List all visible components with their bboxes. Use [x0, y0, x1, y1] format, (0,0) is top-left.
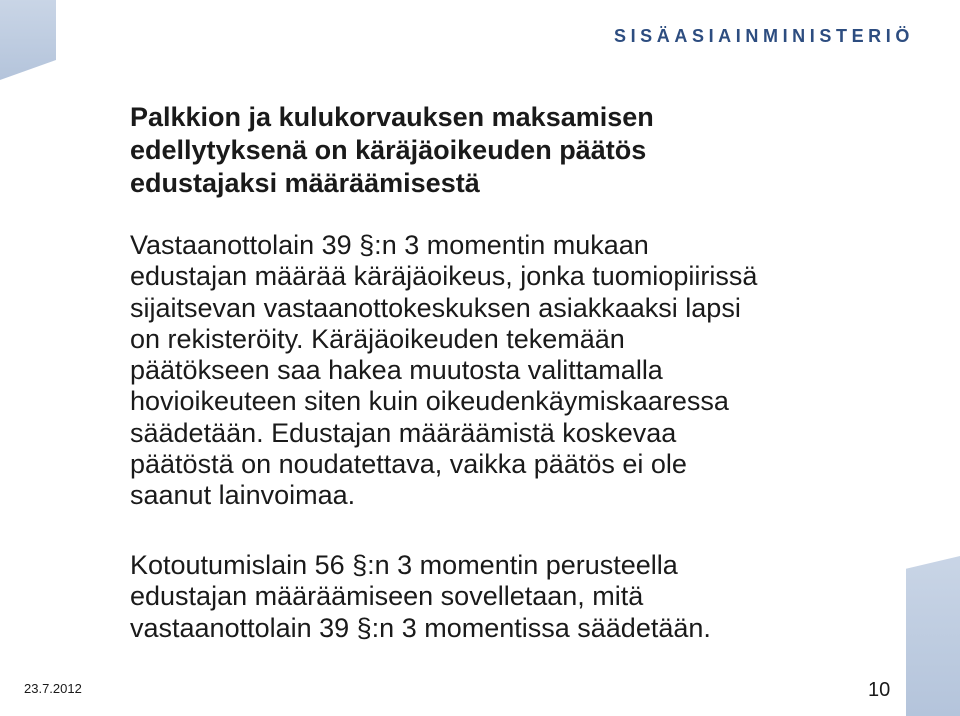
title-line: edustajaksi määräämisestä [130, 168, 480, 198]
text-line: edustajan määräämiseen sovelletaan, mitä [130, 581, 644, 612]
text-line: Vastaanottolain 39 §:n 3 momentin mukaan [130, 230, 649, 260]
text-line: on rekisteröity. Käräjäoikeuden tekemään [130, 323, 625, 354]
text-line: sijaitsevan vastaanottokeskuksen asiakkaaksi lapsi [130, 292, 741, 323]
text-line: päätöstä on noudatettava, vaikka päätös ei ole [130, 449, 687, 480]
text-line: saanut lainvoimaa. [130, 480, 356, 511]
paragraph-kotoutumislaki [130, 550, 910, 644]
text-line: päätökseen saa hakea muutosta valittamalla [130, 355, 663, 386]
text-line: Kotoutumislain 56 §:n 3 momentin perusteella [130, 550, 678, 580]
text-line: säädetään. Edustajan määräämistä koskevaa [130, 417, 677, 448]
text-line: hovioikeuteen siten kuin oikeudenkäymiskaaressa [130, 386, 729, 417]
text-line: vastaanottolain 39 §:n 3 momentissa säädetään. [130, 612, 711, 643]
decorative-corner-top-left [0, 0, 56, 80]
title-line: edellytyksenä on käräjäoikeuden päätös [130, 135, 647, 165]
footer-date: 23.7.2012 [24, 681, 82, 696]
decorative-corner-bottom-right [906, 556, 960, 716]
paragraph-vastaanottolaki [130, 230, 910, 512]
page-number: 10 [868, 679, 891, 701]
title-line: Palkkion ja kulukorvauksen maksamisen [130, 102, 654, 132]
text-line: edustajan määrää käräjäoikeus, jonka tuomiopiirissä [130, 261, 758, 292]
ministry-logo-text: SISÄASIAINMINISTERIÖ [613, 26, 914, 46]
slide-title [130, 101, 910, 200]
